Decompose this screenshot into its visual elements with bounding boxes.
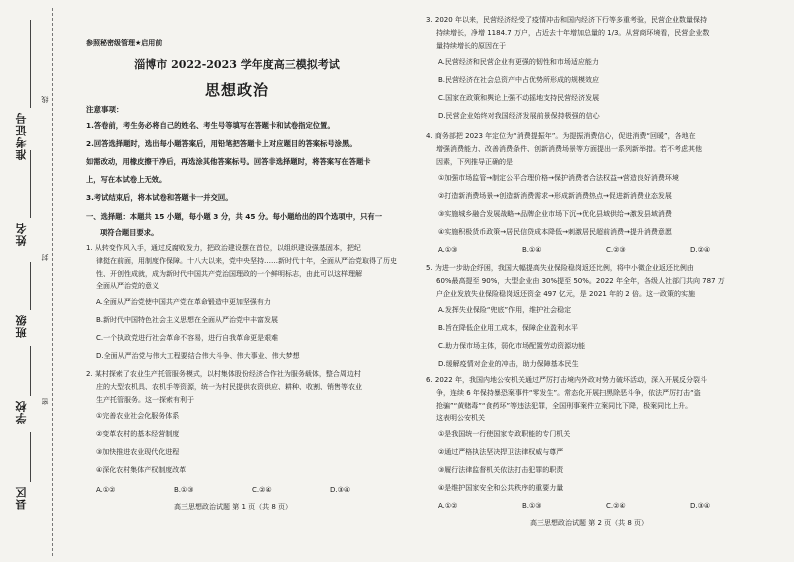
question-6-option[interactable]: ④是维护国家安全和公共秩序的重要力量 [438,484,564,492]
seal-mark-seal: 封 [41,254,49,261]
note-item: 2.回答选择题时，选出每小题答案后，用铅笔把答题卡上对应题目的答案标号涂黑。 [86,139,357,148]
question-3-option[interactable]: C.国家在政策和舆论上强不动摇地支持民营经济发展 [438,94,600,102]
field-county-line [30,432,31,482]
section-instruction: 项符合题目要求。 [100,228,159,237]
question-4-answer[interactable]: A.①③ [438,246,458,254]
question-5-option[interactable]: B.旨在降低企业用工成本，保障企业盈利水平 [438,324,579,332]
question-4-option[interactable]: ③实施城乡融合发展战略→品牌企业市场下沉→优化县域供给→激发县域消费 [438,210,672,218]
seal-mark-secret: 密 [41,398,49,405]
question-6-answer[interactable]: B.①③ [522,502,542,510]
field-name: 姓名 [15,222,28,246]
page-2 [418,0,788,562]
field-county: 县区 [15,486,28,510]
notes-heading: 注意事项： [86,105,124,114]
question-4-option[interactable]: ②打造新消费场景→创造新消费需求→形成新消费热点→促进新消费业态发展 [438,192,672,200]
question-6-answer[interactable]: C.②④ [606,502,626,510]
page-footer-right: 高三思想政治试题 第 2 页（共 8 页） [530,519,649,527]
question-6-option[interactable]: ①是我国统一行使国家专政职能的专门机关 [438,430,571,438]
question-6-answer[interactable]: D.③④ [690,502,711,510]
question-6-option[interactable]: ②通过严格执法坚决捍卫法律权威与尊严 [438,448,564,456]
section-instruction: 一、选择题：本题共 15 小题，每小题 3 分，共 45 分。每小题给出的四个选项中，只有一 [86,212,383,221]
question-5-option[interactable]: C.助力保市场主体，弱化市场配置劳动资源功能 [438,342,586,350]
question-2-option[interactable]: ④深化农村集体产权制度改革 [96,466,187,474]
question-3-option[interactable]: A.民营经济和民营企业有更强的韧性和市场适应能力 [438,58,599,66]
question-2-stem: 2. 某村探索了农业生产托管服务模式，以村集体股份经济合作社为服务载体，整合周边村 庄的大型农机具、农机手等资源，统一为村民提供农资供应、耕种、收割、销售等农业 生产托管服务。这一探索有利于 [86,370,362,404]
question-2-option[interactable]: ①完善农业社会化服务体系 [96,412,180,420]
field-class: 班级 [15,314,28,338]
exam-title: 淄博市 2022-2023 学年度高三模拟考试 [134,58,340,71]
field-name-line [30,150,31,218]
field-school: 学校 [15,400,28,424]
question-4-answer[interactable]: B.①④ [522,246,542,254]
question-5-stem: 5. 为进一步助企纾困，我国大幅提高失业保险稳岗返还比例，将中小微企业返还比例由 60%最高提至 90%，大型企业由 30%提至 50%。2022 年全年，各级人社部门共向 787 万 户企业发放失业保险稳岗返还资金 497 亿元，是 2021 年的 2 倍。这一政策的实施 [426,264,725,298]
question-2-option[interactable]: ②变革农村的基本经营制度 [96,430,180,438]
secret-label: 参照秘密级管理★启用前 [86,39,163,47]
note-item: 如需改动，用橡皮擦干净后，再选涂其他答案标号。回答非选择题时，将答案写在答题卡 [86,157,371,166]
question-5-option[interactable]: D.缓解疫情对企业的冲击，助力保障基本民生 [438,360,579,368]
question-2-answer[interactable]: D.③④ [330,486,351,494]
question-3-stem: 3. 2020 年以来，民营经济经受了疫情冲击和国内经济下行等多重考验，民营企业数量保持 持续增长，净增 1184.7 万户，占近去十年增加总量的 1/3。从营商环境看，民营企业数 量持续增长的原因在于 [426,16,710,50]
question-4-option[interactable]: ④实施积极货币政策→居民信贷成本降低→刺激居民超前消费→提升消费意愿 [438,228,672,236]
seal-mark-line: 线 [41,96,49,103]
question-4-option[interactable]: ①加强市场监管→制定公平合理价格→保护消费者合法权益→营造良好消费环境 [438,174,679,182]
question-1-option[interactable]: A.全面从严治党使中国共产党在革命锻造中更加坚强有力 [96,298,271,306]
question-6-option[interactable]: ③履行法律监督机关依法打击犯罪的职责 [438,466,564,474]
question-4-stem: 4. 商务部把 2023 年定位为“消费提振年”。为提振消费信心，促进消费“回暖”，各地在 增强消费能力、改善消费条件、创新消费场景等方面提出一系列新举措。若不考虑其他 因素，下列推导正确的是 [426,132,702,166]
question-4-answer[interactable]: C.②③ [606,246,626,254]
question-1-option[interactable]: B.新时代中国特色社会主义思想在全面从严治党中丰富发展 [96,316,279,324]
question-2-answer[interactable]: B.①③ [174,486,194,494]
page-1 [62,0,412,562]
subject-title: 思想政治 [204,81,269,99]
field-exam-id-line [30,20,31,108]
question-3-option[interactable]: D.民营企业始终对我国经济发展前景保持极强的信心 [438,112,600,120]
question-2-answer[interactable]: A.①② [96,486,116,494]
question-1-option[interactable]: D.全面从严治党与伟大工程要结合伟大斗争、伟大事业、伟大梦想 [96,352,300,360]
question-2-option[interactable]: ③加快推进农业现代化进程 [96,448,180,456]
question-2-answer[interactable]: C.②④ [252,486,272,494]
page-footer-left: 高三思想政治试题 第 1 页（共 8 页） [174,503,293,511]
field-class-line [30,262,31,310]
seal-dashed-line [52,8,53,556]
note-item: 上，写在本试卷上无效。 [86,175,167,184]
question-1-option[interactable]: C.一个执政党进行社会革命不容易，进行自我革命更是艰难 [96,334,279,342]
question-5-option[interactable]: A.发挥失业保险“兜底”作用，维护社会稳定 [438,306,572,314]
question-1-stem: 1. 从转变作风入手，通过反腐败发力，把政治建设摆在首位，以组织建设强基固本，把纪 律挺在前面，用制度作保障。十八大以来，党中央坚持……新时代十年，全面从严治党取得了历史 性、开创性成就，成为新时代中国共产党治国理政的一个鲜明标志，由此可以这样理解 全面从严治党的意义 [86,244,397,291]
question-6-answer[interactable]: A.①② [438,502,458,510]
binding-margin [0,0,62,562]
note-item: 3.考试结束后，将本试卷和答题卡一并交回。 [86,193,233,202]
question-3-option[interactable]: B.民营经济在社会总资产中占优势所形成的规模效应 [438,76,600,84]
question-6-stem: 6. 2022 年，我国内地公安机关通过严厉打击境内外政对势力破坏活动，深入开展反分裂斗 争，连续 6 年保持暴恐案事件“零发生”。常态化开展扫黑除恶斗争，依法严厉打击“盗 抢骗”“黄赌毒”“食药环”等违法犯罪，全国刑事案件立案同比下降，极案同比上升。 这表明公安机关 [426,376,707,423]
field-exam-id: 准考证号 [15,112,28,160]
question-4-answer[interactable]: D.②④ [690,246,711,254]
note-item: 1.答卷前，考生务必将自己的姓名、考生号等填写在答题卡和试卷指定位置。 [86,121,335,130]
field-school-line [30,346,31,396]
